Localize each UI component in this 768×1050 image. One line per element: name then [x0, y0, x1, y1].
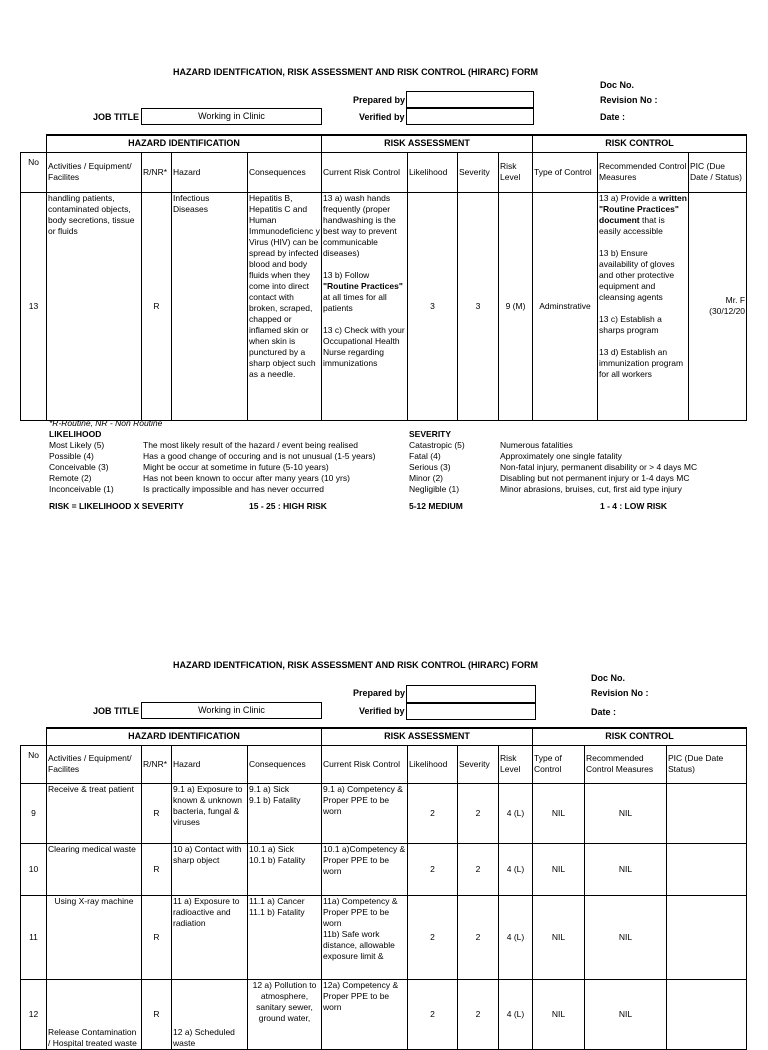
row-activities: Clearing medical waste — [47, 843, 142, 895]
row-consequences: Hepatitis B, Hepatitis C and Human Immunodeficienc y Virus (HIV) can be spread by infected blood and body fluids when they come into direct contact with broken, scraped, chapped or inflamed skin or when skin is punctured by a sharp object such as a needle. — [248, 192, 322, 420]
col-rnr-header: R/NR* — [142, 745, 172, 783]
table-row — [21, 895, 747, 979]
col-activities-header: Activities / Equipment/ Facilites — [47, 745, 142, 783]
row-rnr: R — [142, 783, 172, 843]
job-title-field[interactable]: Working in Clinic — [141, 702, 322, 719]
severity-item: Negligible (1) — [409, 484, 460, 494]
verified-by-field[interactable] — [406, 108, 534, 125]
row-pic — [667, 979, 747, 1049]
col-likelihood-header: Likelihood — [408, 152, 458, 192]
section-hazard-identification: HAZARD IDENTIFICATION — [47, 728, 322, 745]
row-no: 11 — [21, 895, 47, 979]
likelihood-title: LIKELIHOOD — [49, 429, 102, 439]
row-pic — [667, 895, 747, 979]
severity-item: Serious (3) — [409, 462, 451, 472]
row-risk-level: 4 (L) — [499, 979, 533, 1049]
col-rnr-header: R/NR* — [142, 152, 172, 192]
verified-by-field[interactable] — [406, 703, 536, 720]
hirarc-table — [20, 727, 747, 1050]
col-severity-header: Severity — [458, 152, 499, 192]
recommended-a-post: that is easily accessible — [599, 214, 665, 236]
row-consequences: 9.1 a) Sick 9.1 b) Fatality — [248, 783, 322, 843]
col-consequences-header: Consequences — [248, 152, 322, 192]
low-risk-range: 1 - 4 : LOW RISK — [600, 501, 668, 511]
prepared-by-field[interactable] — [406, 91, 534, 108]
col-no-header: No — [21, 745, 47, 783]
row-rnr: R — [142, 979, 172, 1049]
row-type-control: NIL — [533, 895, 585, 979]
row-risk-level: 4 (L) — [499, 843, 533, 895]
row-pic — [667, 843, 747, 895]
col-hazard-header: Hazard — [172, 745, 248, 783]
row-rnr: R — [142, 843, 172, 895]
row-type-control: Adminstrative — [533, 192, 598, 420]
col-severity-header: Severity — [458, 745, 499, 783]
severity-desc: Disabling but not permanent injury or 1-4 days MC — [500, 473, 690, 483]
job-title-label: JOB TITLE — [93, 706, 140, 716]
col-risk-level-header: Risk Level — [499, 745, 533, 783]
row-hazard: 12 a) Scheduled waste — [172, 979, 248, 1049]
current-control-b-bold: "Routine Practices" — [323, 280, 403, 291]
col-recommended-header: Recommended Control Measures — [585, 745, 667, 783]
row-risk-level: 4 (L) — [499, 895, 533, 979]
col-hazard-header: Hazard — [172, 152, 248, 192]
col-pic-header: PIC (Due Date / Status) — [689, 152, 747, 192]
row-recommended: NIL — [585, 843, 667, 895]
current-control-b-post: at all times for all patients — [323, 291, 387, 313]
row-risk-level: 4 (L) — [499, 783, 533, 843]
recommended-b: 13 b) Ensure availability of gloves and other protective equipment and cleansing agents — [599, 247, 675, 302]
col-no-header: No — [21, 152, 47, 192]
date-label: Date : — [591, 707, 617, 717]
likelihood-item: Inconceivable (1) — [49, 484, 114, 494]
row-no: 13 — [21, 192, 47, 420]
row-current-control: 12a) Competency & Proper PPE to be worn — [322, 979, 408, 1049]
likelihood-item: Possible (4) — [49, 451, 94, 461]
recommended-c: 13 c) Establish a sharps program — [599, 313, 662, 335]
row-likelihood: 2 — [408, 783, 458, 843]
row-hazard: 11 a) Exposure to radioactive and radiation — [172, 895, 248, 979]
severity-item: Catastropic (5) — [409, 440, 465, 450]
row-pic: Mr. F (30/12/20 — [689, 192, 747, 420]
recommended-a — [599, 193, 687, 237]
likelihood-item: Remote (2) — [49, 473, 92, 483]
row-severity: 3 — [458, 192, 499, 420]
col-consequences-header: Consequences — [248, 745, 322, 783]
row-rnr: R — [142, 192, 172, 420]
row-recommended: NIL — [585, 979, 667, 1049]
recommended-a-pre: 13 a) Provide a — [599, 192, 657, 203]
severity-item: Fatal (4) — [409, 451, 441, 461]
row-severity: 2 — [458, 783, 499, 843]
row-type-control: NIL — [533, 783, 585, 843]
form-title: HAZARD IDENTFICATION, RISK ASSESSMENT AND RISK CONTROL (HIRARC) FORM — [173, 660, 538, 670]
table-row — [21, 192, 747, 420]
verified-by-label: Verified by — [359, 112, 405, 122]
row-no: 12 — [21, 979, 47, 1049]
row-current-control: 11a) Competency & Proper PPE to be worn 11b) Safe work distance, allowable exposure limit & — [322, 895, 408, 979]
likelihood-desc: Is practically impossible and has never occurred — [143, 484, 324, 494]
verified-by-label: Verified by — [359, 706, 405, 716]
risk-formula: RISK = LIKELIHOOD X SEVERITY — [49, 501, 184, 511]
recommended-d: 13 d) Establish an immunization program for all workers — [599, 346, 684, 379]
prepared-by-field[interactable] — [406, 685, 536, 703]
table-row — [21, 783, 747, 843]
job-title-field[interactable]: Working in Clinic — [141, 108, 322, 125]
severity-desc: Numerous fatalities — [500, 440, 573, 450]
row-consequences: 11.1 a) Cancer 11.1 b) Fatality — [248, 895, 322, 979]
prepared-by-label: Prepared by — [353, 688, 406, 698]
col-current-control-header: Current Risk Control — [322, 152, 408, 192]
row-risk-level: 9 (M) — [499, 192, 533, 420]
table-row — [21, 979, 747, 1049]
row-consequences: 12 a) Pollution to atmosphere, sanitary sewer, ground water, — [248, 979, 322, 1049]
likelihood-item: Conceivable (3) — [49, 462, 109, 472]
prepared-by-label: Prepared by — [353, 95, 406, 105]
likelihood-desc: The most likely result of the hazard / event being realised — [143, 440, 358, 450]
col-pic-header: PIC (Due Date Status) — [667, 745, 747, 783]
row-activities: Receive & treat patient — [47, 783, 142, 843]
row-likelihood: 3 — [408, 192, 458, 420]
row-hazard: 9.1 a) Exposure to known & unknown bacteria, fungal & viruses — [172, 783, 248, 843]
row-consequences: 10.1 a) Sick 10.1 b) Fatality — [248, 843, 322, 895]
row-current-control: 9.1 a) Competency & Proper PPE to be worn — [322, 783, 408, 843]
row-severity: 2 — [458, 895, 499, 979]
row-recommended — [598, 192, 689, 420]
row-likelihood: 2 — [408, 843, 458, 895]
row-severity: 2 — [458, 843, 499, 895]
row-rnr: R — [142, 895, 172, 979]
recommended-a-bold: written "Routine Practices" document — [599, 192, 687, 225]
high-risk-range: 15 - 25 : HIGH RISK — [249, 501, 327, 511]
likelihood-desc: Has not been known to occur after many years (10 yrs) — [143, 473, 350, 483]
section-hazard-identification: HAZARD IDENTIFICATION — [47, 135, 322, 152]
likelihood-desc: Might be occur at sometime in future (5-10 years) — [143, 462, 329, 472]
row-likelihood: 2 — [408, 979, 458, 1049]
section-risk-assessment: RISK ASSESSMENT — [322, 135, 533, 152]
row-severity: 2 — [458, 979, 499, 1049]
row-activities: Using X-ray machine — [47, 895, 142, 979]
row-likelihood: 2 — [408, 895, 458, 979]
col-type-control-header: Type of Control — [533, 152, 598, 192]
severity-desc: Approximately one single fatality — [500, 451, 622, 461]
form-title: HAZARD IDENTFICATION, RISK ASSESSMENT AND RISK CONTROL (HIRARC) FORM — [173, 67, 538, 77]
row-recommended: NIL — [585, 895, 667, 979]
routine-footnote: *R-Routine, NR - Non Routine — [49, 418, 163, 428]
col-risk-level-header: Risk Level — [499, 152, 533, 192]
severity-desc: Non-fatal injury, permanent disability or > 4 days MC — [500, 462, 698, 472]
doc-no-label: Doc No. — [600, 80, 635, 90]
row-no: 10 — [21, 843, 47, 895]
row-recommended: NIL — [585, 783, 667, 843]
row-activities: handling patients, contaminated objects, body secretions, tissue or fluids — [47, 192, 142, 420]
revision-label: Revision No : — [600, 95, 658, 105]
row-type-control: NIL — [533, 979, 585, 1049]
row-activities: Release Contamination / Hospital treated waste — [47, 979, 142, 1049]
row-current-control — [322, 192, 408, 420]
col-recommended-header: Recommended Control Measures — [598, 152, 689, 192]
col-type-control-header: Type of Control — [533, 745, 585, 783]
section-risk-control: RISK CONTROL — [533, 135, 747, 152]
doc-no-label: Doc No. — [591, 673, 626, 683]
col-current-control-header: Current Risk Control — [322, 745, 408, 783]
row-type-control: NIL — [533, 843, 585, 895]
job-title-label: JOB TITLE — [93, 112, 140, 122]
current-control-c: 13 c) Check with your Occupational Health Nurse regarding immunizations — [323, 324, 405, 368]
likelihood-desc: Has a good change of occuring and is not unusual (1-5 years) — [143, 451, 376, 461]
current-control-b — [323, 270, 406, 314]
section-risk-control: RISK CONTROL — [533, 728, 747, 745]
row-hazard: Infectious Diseases — [172, 192, 248, 420]
row-no: 9 — [21, 783, 47, 843]
col-likelihood-header: Likelihood — [408, 745, 458, 783]
row-pic — [667, 783, 747, 843]
section-risk-assessment: RISK ASSESSMENT — [322, 728, 533, 745]
revision-label: Revision No : — [591, 688, 649, 698]
severity-item: Minor (2) — [409, 473, 444, 483]
medium-risk-range: 5-12 MEDIUM — [409, 501, 463, 511]
date-label: Date : — [600, 112, 626, 122]
row-hazard: 10 a) Contact with sharp object — [172, 843, 248, 895]
hirarc-table — [20, 134, 747, 421]
current-control-a: 13 a) wash hands frequently (proper handwashing is the best way to prevent communicable diseases) — [323, 192, 397, 258]
likelihood-item: Most Likely (5) — [49, 440, 105, 450]
col-activities-header: Activities / Equipment/ Facilites — [47, 152, 142, 192]
row-current-control: 10.1 a)Competency & Proper PPE to be worn — [322, 843, 408, 895]
current-control-b-pre: 13 b) Follow — [323, 269, 370, 280]
severity-title: SEVERITY — [409, 429, 452, 439]
severity-desc: Minor abrasions, bruises, cut, first aid type injury — [500, 484, 682, 494]
table-row — [21, 843, 747, 895]
